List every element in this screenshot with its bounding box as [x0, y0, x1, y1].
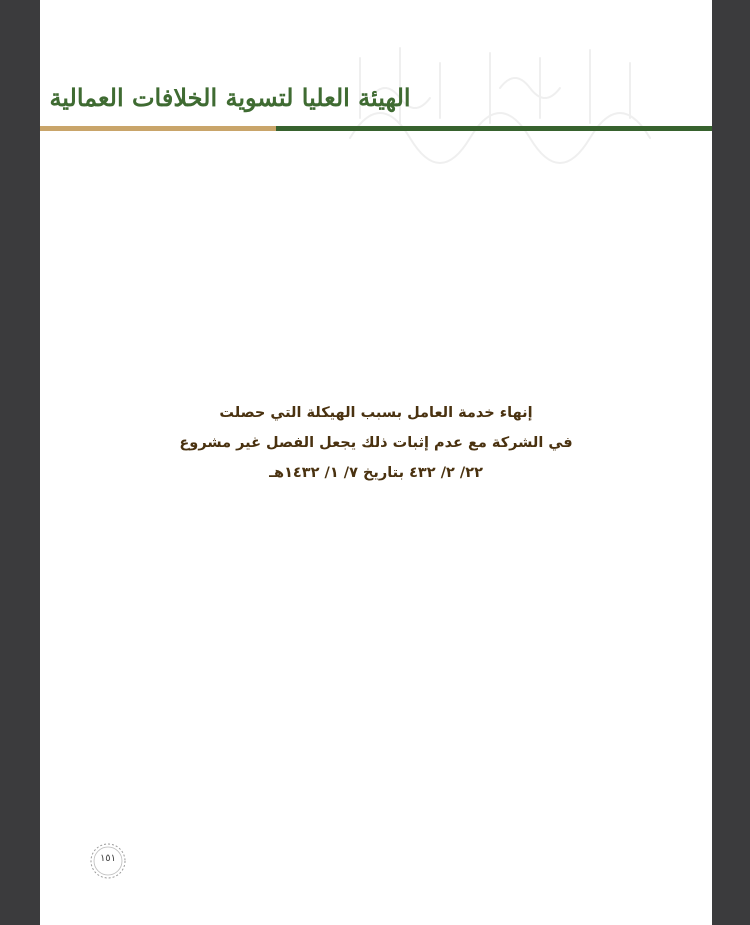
document-title	[100, 398, 652, 488]
title-line-2: في الشركة مع عدم إثبات ذلك يجعل الفصل غير مشروع	[179, 435, 573, 451]
page-number: ١٥١	[99, 853, 117, 864]
page-number-badge	[88, 841, 128, 881]
header-rule-green	[276, 126, 712, 131]
svg-text:الهيئة العليا لتسوية الخلافات: الهيئة العليا لتسوية الخلافات العمالية	[49, 83, 411, 112]
header-rule-gold	[40, 126, 276, 131]
organization-logo	[49, 62, 411, 124]
title-line-3: ٢٢/ ٢/ ٤٣٢ بتاريخ ٧/ ١/ ١٤٣٢هـ	[269, 465, 483, 481]
document-page	[40, 0, 712, 925]
title-line-1: إنهاء خدمة العامل بسبب الهيكلة التي حصلت	[219, 405, 533, 421]
